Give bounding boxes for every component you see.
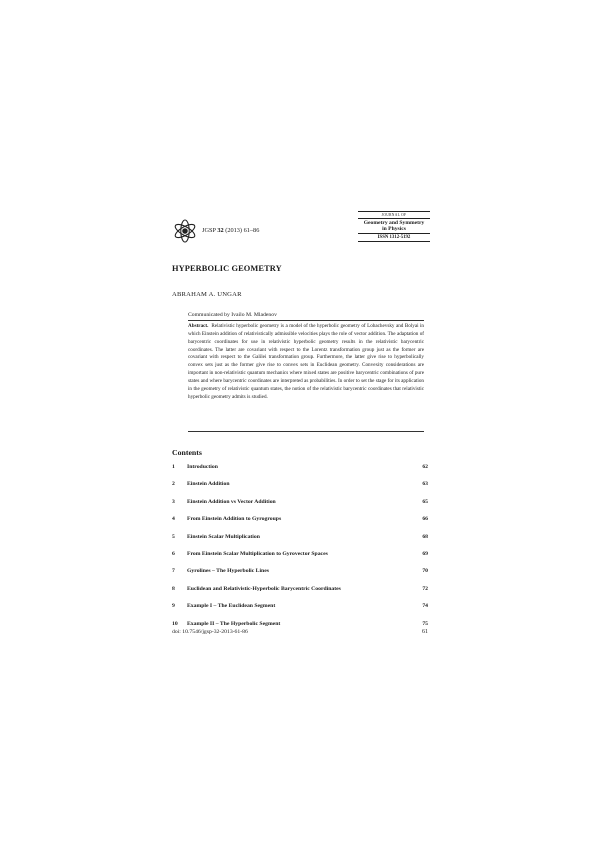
- journal-logo-icon: [172, 218, 198, 244]
- journal-of: JOURNAL OF: [381, 213, 407, 217]
- abstract-text: Relativistic hyperbolic geometry is a model of the hyperbolic geometry of Lobachevsky and Bolyai in which Einstein addition of relativistically admissible velocities plays the role of vector addition. The adaptation of barycentric coordinates for use in relativistic hyperbolic geometry results in the relativistic barycentric coordinates. The latter are covariant with respect to the Lorentz transformation group just as the former are covariant with respect to the Galilei transformation group. Furthermore, the latter give rise to hyperbolically convex sets just as the former give rise to convex sets in Euclidean geometry. Convexity considerations are important in non-relativistic quantum mechanics where mixed states are positive barycentric combinations of pure states and where barycentric coordinates are interpreted as probabilities. In order to set the stage for its application in the geometry of relativistic quantum states, the notion of the relativistic barycentric coordinates that relativistic hyperbolic geometry admits is studied.: [188, 323, 424, 400]
- toc-item-label: Einstein Addition vs Vector Addition: [187, 498, 276, 505]
- abstract-bottom-rule: [188, 431, 424, 432]
- toc-item-label: From Einstein Scalar Multiplication to Gyrovector Spaces: [187, 550, 328, 557]
- doi-link[interactable]: doi: 10.7546/jgsp-32-2013-61-86: [172, 629, 248, 635]
- toc-item-page: 75: [422, 620, 428, 627]
- journal-name-line2: in Physics: [382, 226, 406, 233]
- communicated-by: Communicated by Ivailo M. Mladenov: [188, 312, 277, 318]
- toc-item-page: 68: [422, 533, 428, 540]
- journal-volume: 32: [217, 227, 224, 234]
- toc-item-label: Euclidean and Relativistic-Hyperbolic Barycentric Coordinates: [187, 585, 341, 592]
- toc-item-number: 3: [172, 498, 175, 505]
- toc-item-label: Example II – The Hyperbolic Segment: [187, 620, 281, 627]
- toc-item-label: Example I – The Euclidean Segment: [187, 603, 276, 610]
- toc-item[interactable]: [172, 499, 428, 516]
- toc-item[interactable]: [172, 586, 428, 603]
- journal-year-pages: (2013) 61–86: [225, 227, 260, 234]
- toc-item-label: From Einstein Addition to Gyrogroups: [187, 516, 282, 523]
- toc-item-number: 9: [172, 603, 175, 610]
- toc-item-label: Einstein Scalar Multiplication: [187, 533, 260, 540]
- toc-item-number: 5: [172, 533, 175, 540]
- toc-item-page: 63: [422, 481, 428, 488]
- article-author: ABRAHAM A. UNGAR: [172, 291, 242, 298]
- journal-prefix: JGSP: [202, 227, 216, 234]
- toc-item-number: 7: [172, 568, 175, 575]
- toc-item[interactable]: [172, 464, 428, 481]
- article-title: HYPERBOLIC GEOMETRY: [172, 264, 282, 273]
- toc-item-number: 2: [172, 481, 175, 488]
- toc-item-number: 8: [172, 585, 175, 592]
- toc-item[interactable]: [172, 551, 428, 568]
- journal-reference: [202, 227, 259, 234]
- toc-item-page: 70: [422, 568, 428, 575]
- toc-item-label: Einstein Addition: [187, 481, 230, 488]
- toc-item-page: 65: [422, 498, 428, 505]
- toc-item-page: 72: [422, 585, 428, 592]
- toc-item[interactable]: [172, 534, 428, 551]
- toc-item-label: Gyrolines – The Hyperbolic Lines: [187, 568, 269, 575]
- journal-title-box: [358, 211, 430, 242]
- contents-heading: Contents: [172, 448, 202, 457]
- journal-issn: ISSN 1312-5192: [358, 233, 430, 242]
- toc-item-page: 69: [422, 550, 428, 557]
- abstract-top-rule: [188, 320, 424, 321]
- toc-item-number: 4: [172, 516, 175, 523]
- toc-item-label: Introduction: [187, 464, 218, 470]
- toc-item[interactable]: [172, 568, 428, 585]
- toc-item-page: 74: [422, 603, 428, 610]
- toc-item[interactable]: [172, 481, 428, 498]
- toc-item-number: 1: [172, 464, 175, 470]
- table-of-contents: [172, 464, 428, 638]
- toc-item[interactable]: [172, 603, 428, 620]
- abstract-label: Abstract.: [188, 323, 209, 329]
- toc-item-number: 6: [172, 550, 175, 557]
- journal-name-line1: Geometry and Symmetry: [358, 218, 430, 226]
- abstract: [188, 323, 424, 401]
- toc-item[interactable]: [172, 516, 428, 533]
- toc-item-page: 62: [422, 464, 428, 470]
- page-number: 61: [422, 629, 428, 635]
- toc-item-number: 10: [172, 620, 178, 627]
- toc-item-page: 66: [422, 516, 428, 523]
